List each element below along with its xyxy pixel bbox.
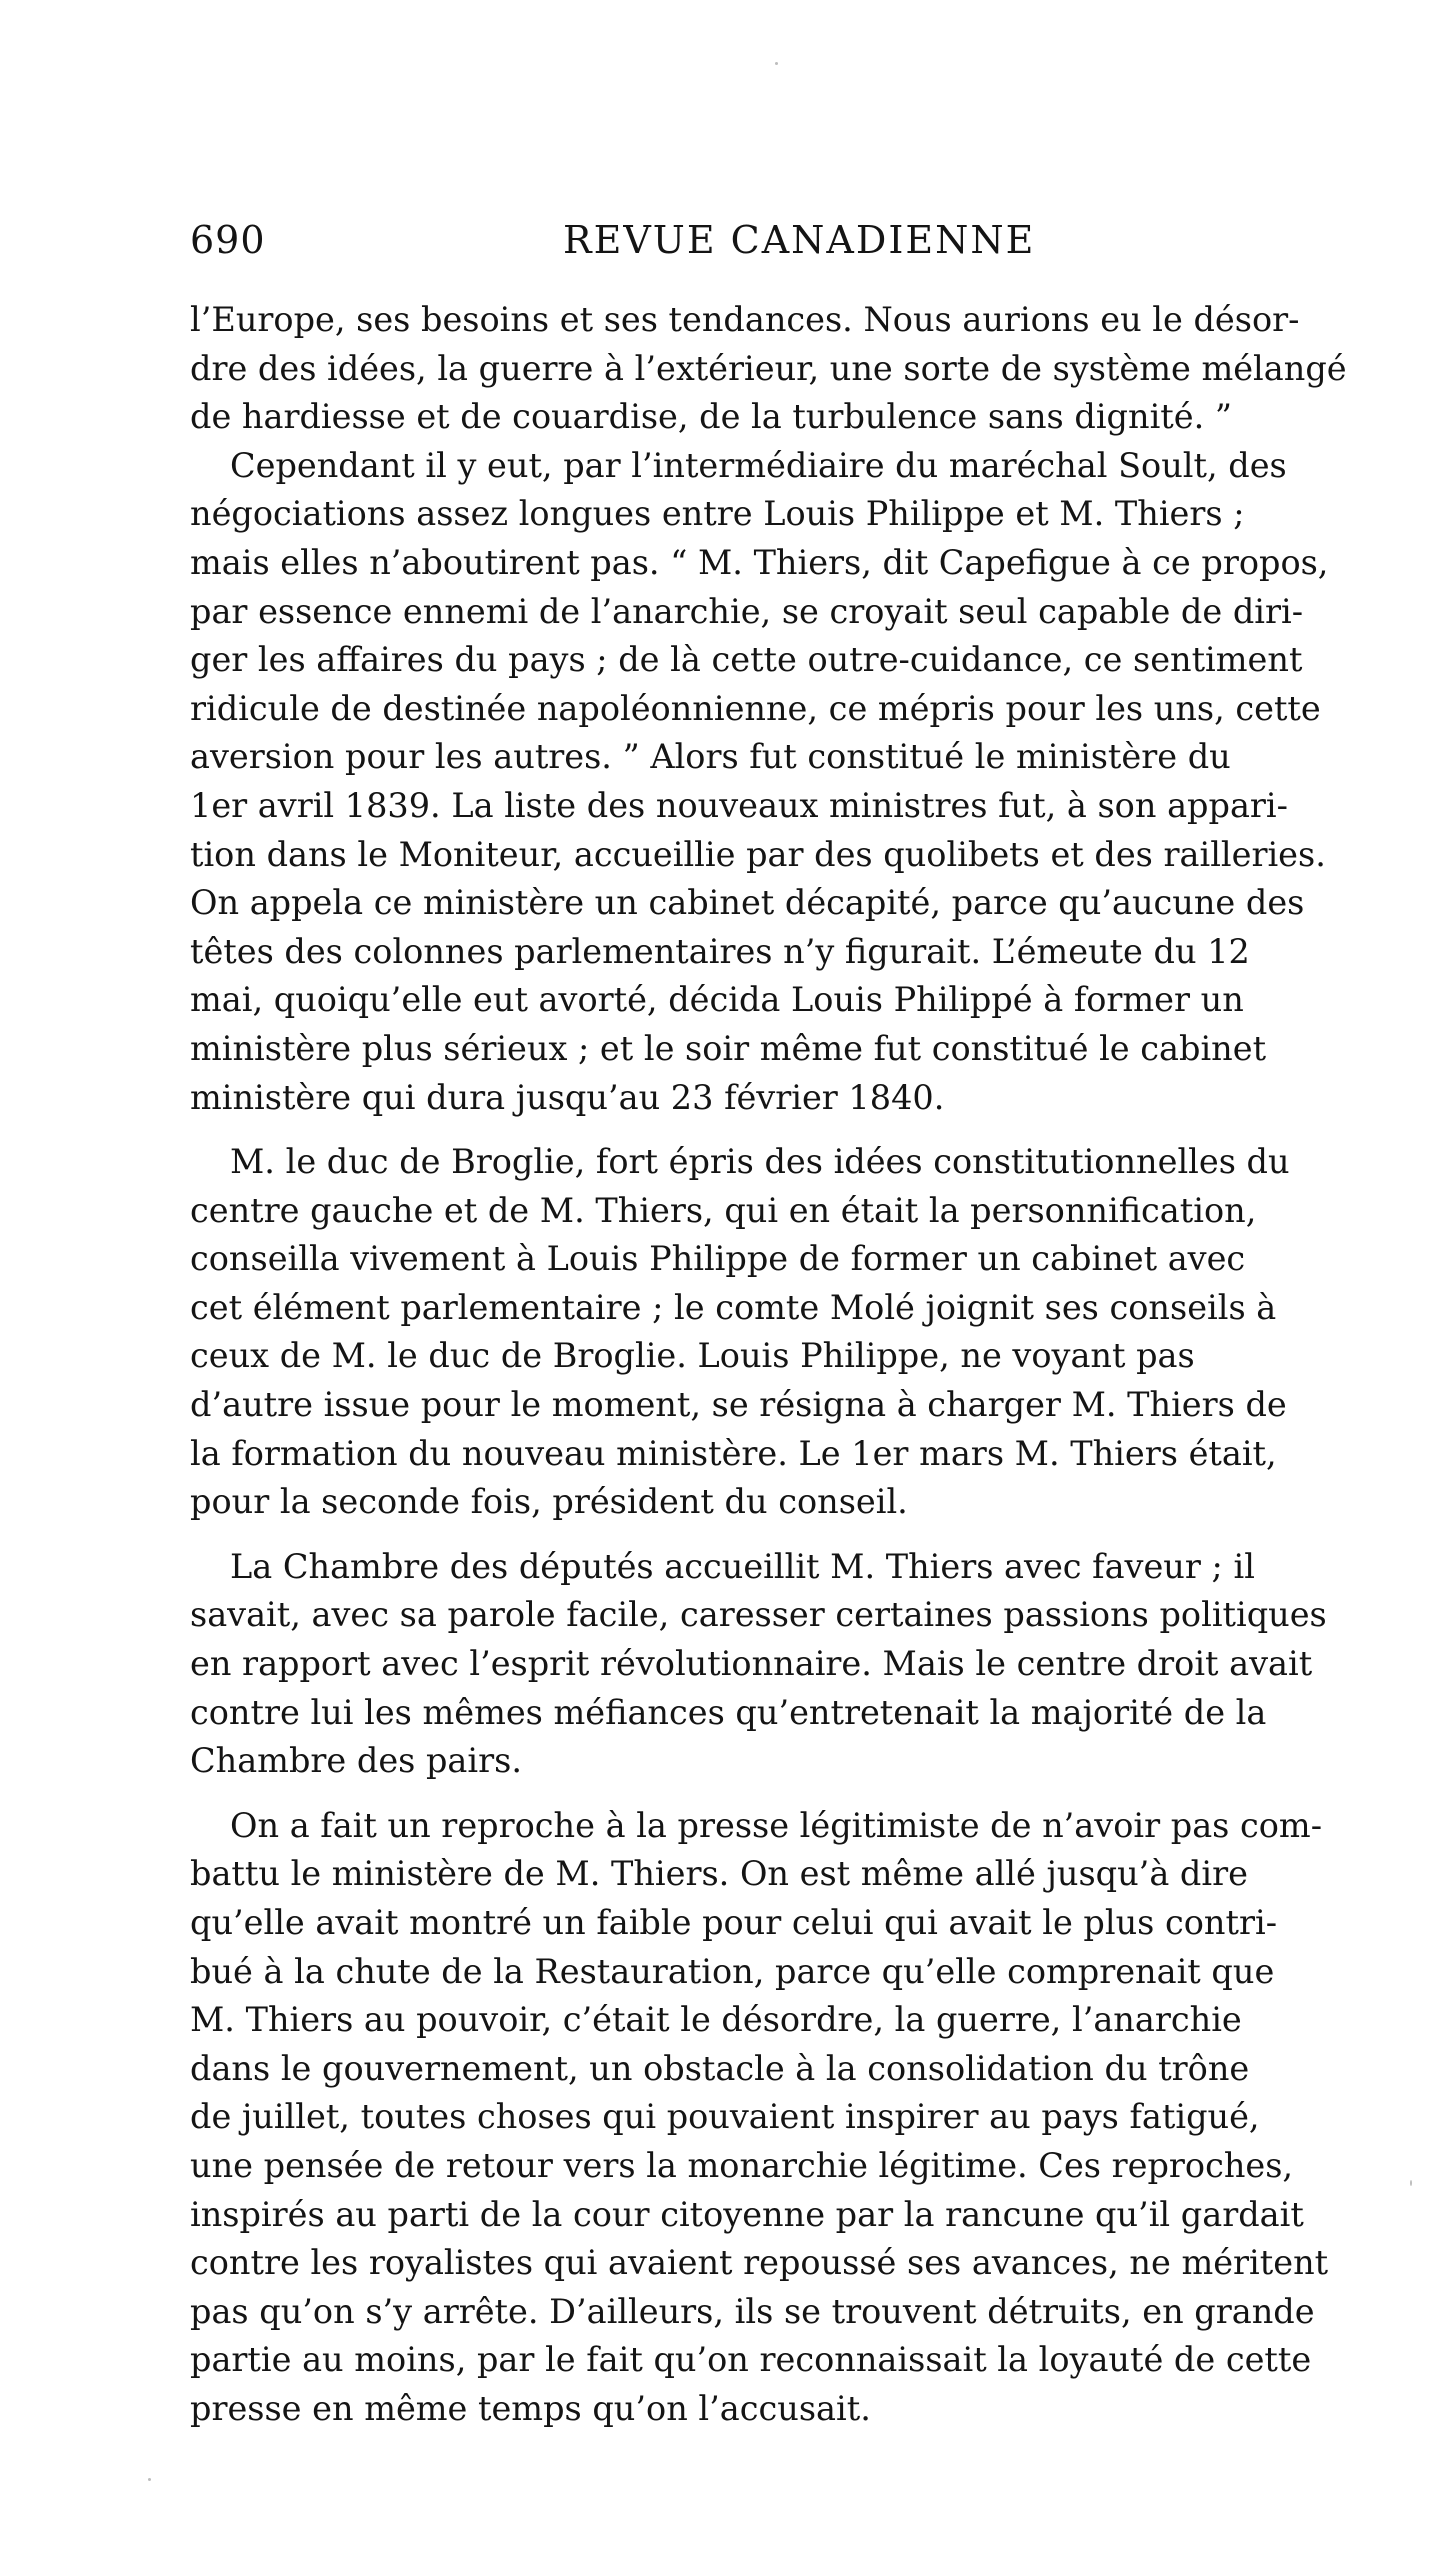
text-line: savait, avec sa parole facile, caresser certaines passions politiques bbox=[190, 1595, 1327, 1635]
text-line: partie au moins, par le fait qu’on reconnaissait la loyauté de cette bbox=[190, 2340, 1312, 2380]
text-line: de juillet, toutes choses qui pouvaient inspirer au pays fatigué, bbox=[190, 2097, 1260, 2137]
text-line: mais elles n’aboutirent pas. “ M. Thiers, dit Capefigue à ce propos, bbox=[190, 542, 1329, 582]
paragraph bbox=[190, 442, 1410, 1122]
text-line: têtes des colonnes parlementaires n’y figurait. L’émeute du 12 bbox=[190, 931, 1250, 971]
text-line: La Chambre des députés accueillit M. Thiers avec faveur ; il bbox=[230, 1546, 1255, 1586]
text-line: l’Europe, ses besoins et ses tendances. Nous aurions eu le désor- bbox=[190, 300, 1300, 339]
text-line: ceux de M. le duc de Broglie. Louis Philippe, ne voyant pas bbox=[190, 1336, 1195, 1376]
text-line: On a fait un reproche à la presse légitimiste de n’avoir pas com- bbox=[230, 1805, 1323, 1845]
text-line: en rapport avec l’esprit révolutionnaire. Mais le centre droit avait bbox=[190, 1644, 1313, 1684]
text-line: On appela ce ministère un cabinet décapité, parce qu’aucune des bbox=[190, 883, 1305, 923]
text-line: ger les affaires du pays ; de là cette outre-cuidance, ce sentiment bbox=[190, 640, 1303, 680]
scan-speck bbox=[1410, 2180, 1412, 2186]
text-line: ministère qui dura jusqu’au 23 février 1840. bbox=[190, 1077, 945, 1117]
text-line: mai, quoiqu’elle eut avorté, décida Louis Philippé à former un bbox=[190, 980, 1244, 1020]
paragraph bbox=[190, 1138, 1410, 1527]
text-line: d’autre issue pour le moment, se résigna à charger M. Thiers de bbox=[190, 1385, 1287, 1425]
text-line: la formation du nouveau ministère. Le 1er mars M. Thiers était, bbox=[190, 1433, 1277, 1473]
paragraph bbox=[190, 1543, 1410, 1786]
paragraph-gap bbox=[190, 1527, 1410, 1543]
text-line: M. Thiers au pouvoir, c’était le désordre, la guerre, l’anarchie bbox=[190, 2000, 1242, 2040]
text-line: pas qu’on s’y arrête. D’ailleurs, ils se trouvent détruits, en grande bbox=[190, 2291, 1315, 2331]
text-line: Chambre des pairs. bbox=[190, 1741, 522, 1781]
scan-speck bbox=[775, 62, 778, 65]
body-text bbox=[190, 296, 1410, 2434]
text-line: bué à la chute de la Restauration, parce qu’elle comprenait que bbox=[190, 1951, 1275, 1991]
text-line: négociations assez longues entre Louis Philippe et M. Thiers ; bbox=[190, 494, 1245, 534]
text-line: contre lui les mêmes méfiances qu’entretenait la majorité de la bbox=[190, 1692, 1267, 1732]
text-line: tion dans le Moniteur, accueillie par des quolibets et des railleries. bbox=[190, 834, 1326, 874]
text-line: dans le gouvernement, un obstacle à la consolidation du trône bbox=[190, 2048, 1250, 2088]
page-number: 690 bbox=[190, 218, 266, 262]
text-line: une pensée de retour vers la monarchie légitime. Ces reproches, bbox=[190, 2145, 1294, 2185]
text-line: par essence ennemi de l’anarchie, se croyait seul capable de diri- bbox=[190, 591, 1304, 631]
text-line: cet élément parlementaire ; le comte Molé joignit ses conseils à bbox=[190, 1287, 1277, 1327]
text-line: Cependant il y eut, par l’intermédiaire du maréchal Soult, des bbox=[230, 445, 1287, 485]
text-line: ministère plus sérieux ; et le soir même fut constitué le cabinet bbox=[190, 1028, 1267, 1068]
paragraph bbox=[190, 296, 1410, 442]
scan-speck bbox=[148, 2478, 151, 2481]
text-line: conseilla vivement à Louis Philippe de former un cabinet avec bbox=[190, 1239, 1246, 1279]
text-line: dre des idées, la guerre à l’extérieur, une sorte de système mélangé bbox=[190, 348, 1347, 388]
paragraph bbox=[190, 1802, 1410, 2434]
text-line: battu le ministère de M. Thiers. On est même allé jusqu’à dire bbox=[190, 1854, 1248, 1894]
text-line: M. le duc de Broglie, fort épris des idées constitutionnelles du bbox=[230, 1142, 1290, 1182]
text-line: inspirés au parti de la cour citoyenne par la rancune qu’il gardait bbox=[190, 2194, 1304, 2234]
text-line: contre les royalistes qui avaient repoussé ses avances, ne méritent bbox=[190, 2243, 1329, 2283]
paragraph-gap bbox=[190, 1786, 1410, 1802]
text-line: de hardiesse et de couardise, de la turbulence sans dignité. ” bbox=[190, 397, 1233, 437]
text-line: 1er avril 1839. La liste des nouveaux ministres fut, à son appari- bbox=[190, 785, 1288, 825]
text-line: qu’elle avait montré un faible pour celui qui avait le plus contri- bbox=[190, 1903, 1278, 1942]
running-title: REVUE CANADIENNE bbox=[563, 218, 1036, 262]
text-line: pour la seconde fois, président du conseil. bbox=[190, 1482, 908, 1522]
page-header bbox=[190, 218, 1410, 268]
text-line: presse en même temps qu’on l’accusait. bbox=[190, 2388, 871, 2428]
text-line: aversion pour les autres. ” Alors fut constitué le ministère du bbox=[190, 737, 1231, 777]
paragraph-gap bbox=[190, 1122, 1410, 1138]
text-line: centre gauche et de M. Thiers, qui en était la personnification, bbox=[190, 1190, 1257, 1230]
text-line: ridicule de destinée napoléonnienne, ce mépris pour les uns, cette bbox=[190, 688, 1321, 728]
